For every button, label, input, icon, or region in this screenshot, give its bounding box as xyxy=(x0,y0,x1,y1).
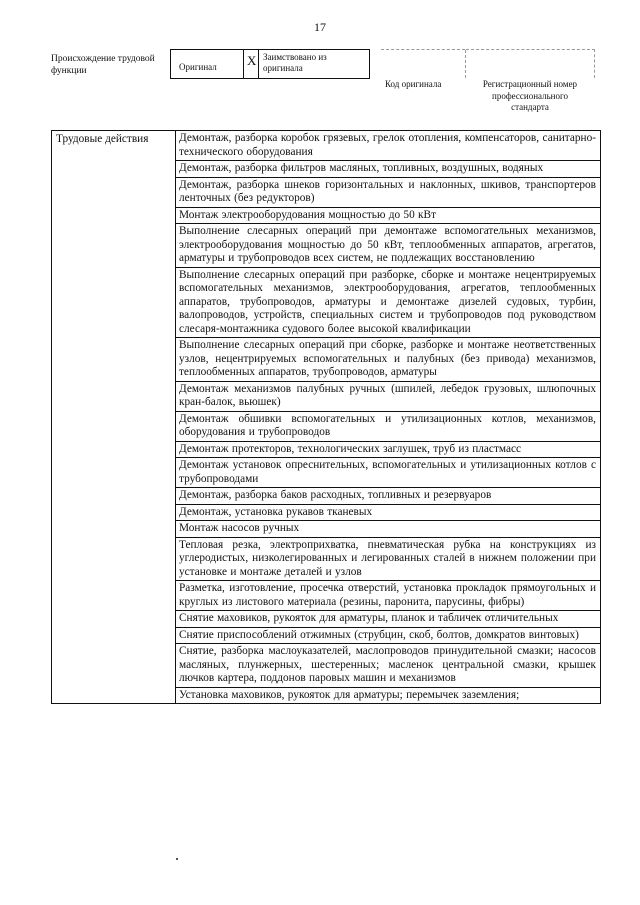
action-item: Снятие маховиков, рукояток для арматуры, планок и табличек отличительных xyxy=(176,611,600,628)
original-label: Оригинал xyxy=(179,62,217,72)
action-item: Монтаж насосов ручных xyxy=(176,521,600,538)
action-item: Выполнение слесарных операций при разборке, сборке и монтаже нецентрируемых вспомогательных механизмов, электрооборудования, агрегатов, теплообменных аппаратов, трубопроводов, арматуры и демонтаже дизелей судовых, турбин, валопроводов, устройств, специальных систем и трубопроводов под руководством слесаря-монтажника судового более высокой квалификации xyxy=(176,268,600,339)
action-item: Демонтаж механизмов палубных ручных (шпилей, лебедок грузовых, шлюпочных кран-балок, вьюшек) xyxy=(176,382,600,412)
scan-dot xyxy=(176,858,178,860)
original-mark: X xyxy=(247,53,257,68)
page-number: 17 xyxy=(314,20,326,34)
mark-cell xyxy=(244,50,259,78)
row-head: Трудовые действия xyxy=(52,131,176,703)
origin-label: Происхождение трудовой функции xyxy=(51,54,155,76)
reg-box xyxy=(466,49,595,78)
action-item: Разметка, изготовление, просечка отверстий, установка прокладок прямоугольных и круглых из листового материала (резины, паронита, парусины, фибры) xyxy=(176,581,600,611)
action-item: Снятие, разборка маслоуказателей, маслопроводов принудительной смазки; насосов масляных, плунжерных, шестеренных; масленок центральной смазки, крышек лючков картера, поддонов паровых машин и механизмов xyxy=(176,644,600,688)
action-item: Выполнение слесарных операций при демонтаже вспомогательных механизмов, электрооборудования мощностью до 50 кВт, теплообменных аппаратов, агрегатов, арматуры и трубопроводов всех систем, не подлежащих восстановлению xyxy=(176,224,600,268)
code-box xyxy=(381,49,465,78)
action-item: Установка маховиков, рукояток для арматуры; перемычек заземления; xyxy=(179,688,520,701)
labor-actions-table xyxy=(51,130,601,704)
action-item: Демонтаж протекторов, технологических заглушек, труб из пластмасс xyxy=(176,442,600,459)
action-item: Монтаж электрооборудования мощностью до 50 кВт xyxy=(176,208,600,225)
action-item: Демонтаж, установка рукавов тканевых xyxy=(176,505,600,522)
action-item: Выполнение слесарных операций при сборке, разборке и монтаже неответственных узлов, нецентрируемых вспомогательных и палубных (без привода) механизмов, теплообменных аппаратов, трубопроводов, арматуры xyxy=(176,338,600,382)
original-cell xyxy=(171,50,257,78)
borrowed-label: Заимствовано из оригинала xyxy=(263,52,327,73)
action-item: Демонтаж, разборка баков расходных, топливных и резервуаров xyxy=(176,488,600,505)
action-item: Демонтаж, разборка шнеков горизонтальных и наклонных, шкивов, транспортеров ленточных (без редукторов) xyxy=(176,178,600,208)
action-item: Демонтаж обшивки вспомогательных и утилизационных котлов, механизмов, оборудования и трубопроводов xyxy=(176,412,600,442)
action-item: Снятие приспособлений отжимных (струбцин, скоб, болтов, домкратов винтовых) xyxy=(176,628,600,645)
action-item: Демонтаж установок опреснительных, вспомогательных и утилизационных котлов с трубопроводами xyxy=(176,458,600,488)
reg-caption: Регистрационный номер профессионального стандарта xyxy=(482,79,578,112)
action-item: Демонтаж, разборка фильтров масляных, топливных, воздушных, водяных xyxy=(176,161,600,178)
code-caption: Код оригинала xyxy=(385,79,442,89)
action-item: Демонтаж, разборка коробок грязевых, грелок отопления, компенсаторов, санитарно-технического оборудования xyxy=(176,131,600,161)
origin-box xyxy=(170,49,370,79)
action-item: Тепловая резка, электроприхватка, пневматическая рубка на конструкциях из углеродистых, низколегированных и легированных сталей в нижнем положении при установке и монтаже деталей и узлов xyxy=(176,538,600,582)
actions-list xyxy=(176,131,600,703)
